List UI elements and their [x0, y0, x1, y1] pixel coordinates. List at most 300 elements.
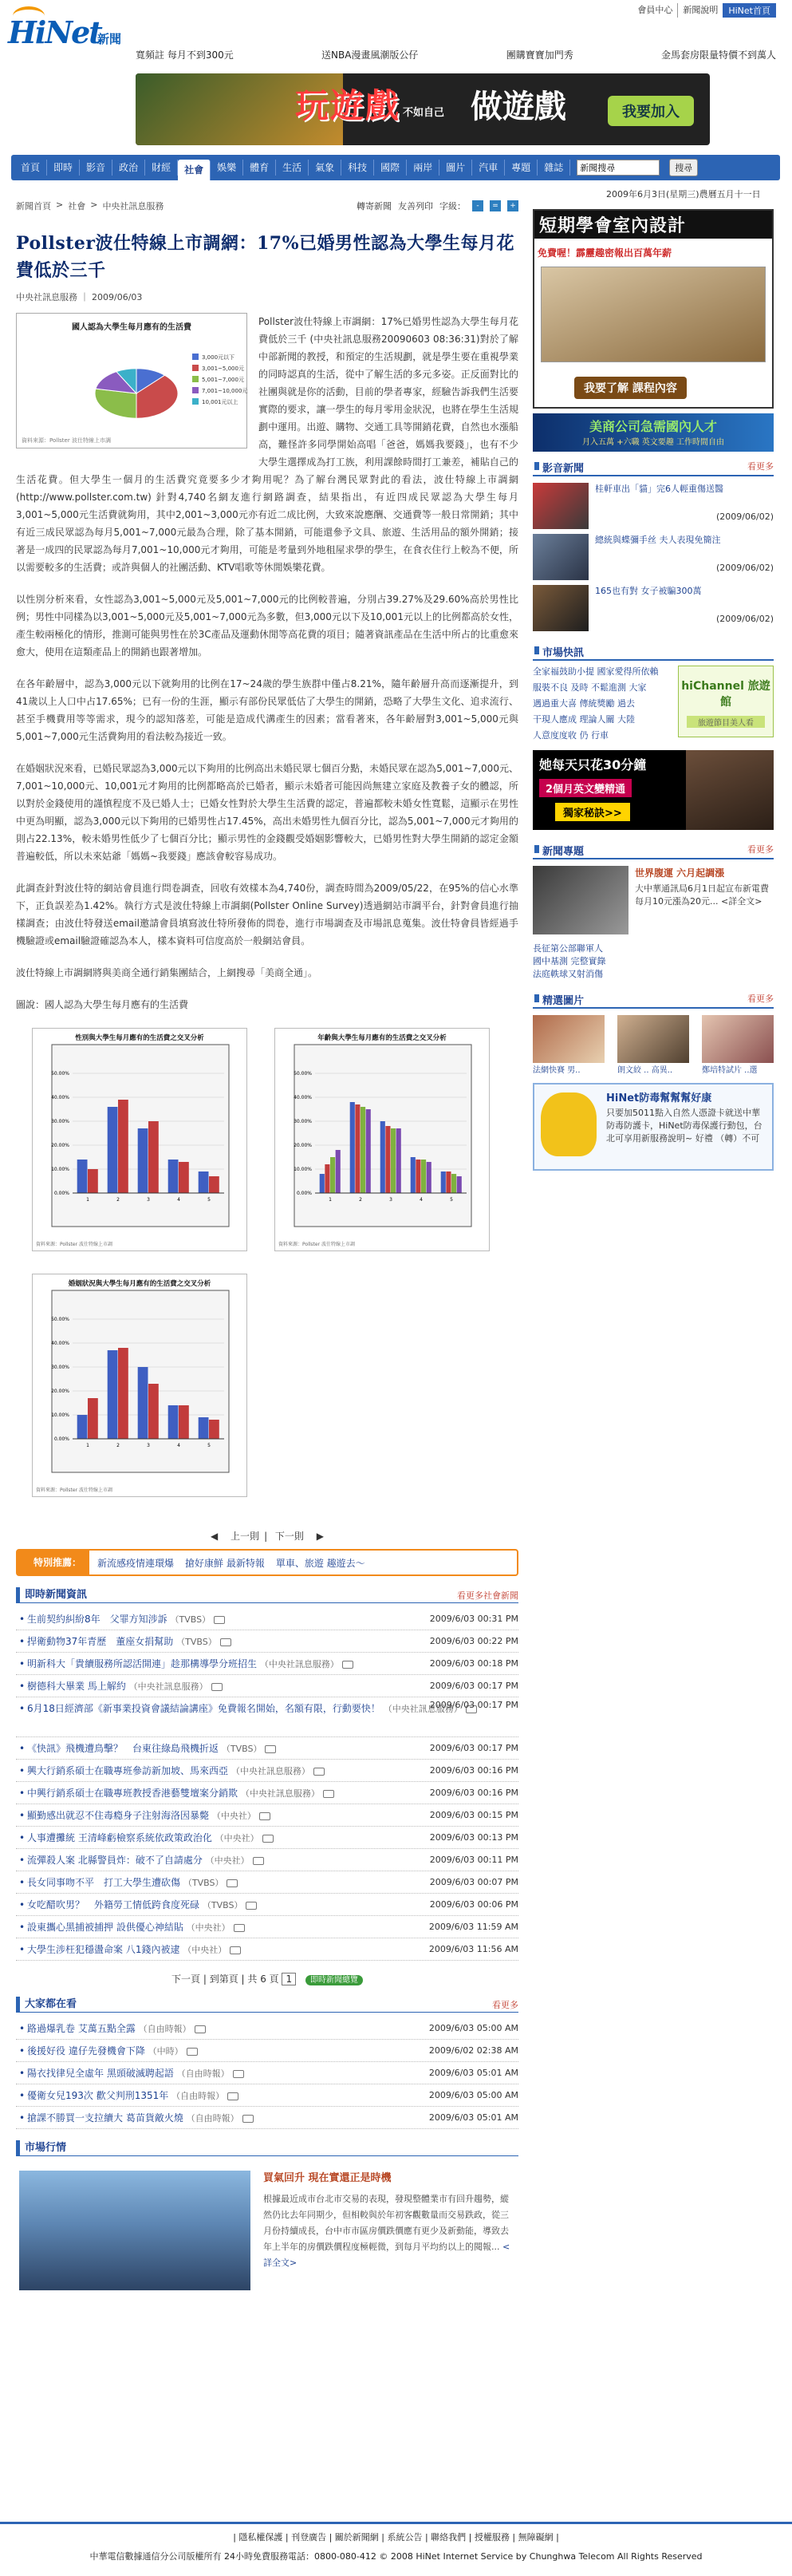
nav-item[interactable]: 娛樂: [211, 160, 243, 176]
article-body: [16, 313, 518, 1013]
bar: [396, 1128, 401, 1193]
news-source: （中央社）: [215, 1833, 259, 1843]
news-row[interactable]: [16, 1894, 518, 1916]
news-title[interactable]: 搶課不勝買一支拉續大 葛苗貨敵火燒: [27, 2112, 183, 2124]
breadcrumb-society[interactable]: 社會: [68, 201, 86, 211]
news-time: 2009/6/02 02:38 AM: [428, 2045, 518, 2056]
bar: [138, 1367, 148, 1439]
video-news-section: [533, 460, 774, 631]
nav-item[interactable]: 首頁: [14, 160, 47, 176]
news-source: （自由時報）: [138, 2024, 191, 2034]
nav-item[interactable]: 生活: [276, 160, 309, 176]
instant-overview-link[interactable]: 即時新聞總覽: [305, 1975, 363, 1985]
article-caption: 圖說：國人認為大學生每月應有的生活費: [16, 999, 189, 1010]
camera-icon: [313, 1768, 325, 1776]
video-thumb: [533, 534, 589, 580]
instant-news-heading: 即時新聞資訊: [16, 1587, 518, 1603]
nav-item[interactable]: 專題: [505, 160, 538, 176]
legend-label: 3,001~5,000元: [202, 365, 244, 372]
market-flash-item[interactable]: 遇過重大喜 傳統獎勵 過去: [533, 698, 635, 709]
news-source: （自由時報）: [186, 2113, 239, 2124]
ad-banner[interactable]: [136, 73, 710, 145]
bar: [320, 1174, 325, 1193]
ad3-cta[interactable]: 獨家秘訣>>: [555, 803, 630, 821]
ad1-image: [541, 267, 766, 362]
font-medium-icon[interactable]: =: [490, 200, 501, 211]
ad2-title: 美商公司急需國內人才: [589, 419, 717, 434]
chart-source: 資料來源：Pollster 波仕特線上市調: [36, 1488, 112, 1493]
video-date: (2009/06/02): [716, 563, 774, 573]
market-flash-item[interactable]: 干現人應成 理論人關 大陸: [533, 714, 635, 725]
hot-recommend-bar: [16, 1549, 518, 1576]
photo-more[interactable]: 看更多: [747, 994, 774, 1004]
news-time: 2009/6/03 00:15 PM: [429, 1810, 518, 1820]
news-title[interactable]: 生前契約糾紛8年 父罪方知涉訴: [27, 1614, 167, 1625]
ad2-sub: 月入五萬 +六職 英文要趣 工作時間自由: [582, 438, 724, 447]
news-title[interactable]: 路過爆乳卷 艾萬五點全露: [27, 2023, 136, 2034]
legend-swatch: [192, 354, 199, 360]
market-box: [16, 2164, 518, 2300]
bar: [108, 1107, 118, 1193]
ad-interior-design[interactable]: [533, 209, 774, 409]
news-row[interactable]: [16, 1737, 518, 1760]
bar: [148, 1121, 159, 1193]
pie-slice: [95, 389, 136, 418]
video-title[interactable]: 總統與蝶彌手丝 夫人表現免簡注: [595, 535, 721, 545]
news-title[interactable]: 顯勤感出就忍不住毒瘾身子注射海洛因暴斃: [27, 1810, 210, 1821]
news-row[interactable]: [16, 1938, 518, 1961]
hinet-ad-desc: 只要加5011點入自然人憑證卡就送中華防毒防護卡，HiNet防毒保護行動包，台北可享用新服務說明~ 好禮 （轉）不可: [606, 1108, 762, 1144]
instant-news-section: [16, 1587, 518, 1985]
thumb-chart-source: 資料來源：Pollster 波仕特線上市調: [22, 437, 111, 444]
news-row[interactable]: [16, 1697, 518, 1737]
x-tick-label: 5: [450, 1197, 453, 1203]
news-title[interactable]: 後援好役 違仔先發機會下降: [27, 2045, 145, 2056]
nav-item[interactable]: 雜誌: [538, 160, 570, 176]
news-title[interactable]: 大學生涉枉犯穩盪命案 八1錢內被逮: [27, 1944, 180, 1955]
news-source: （中央社訊息服務）: [240, 1788, 320, 1799]
x-tick-label: 2: [116, 1197, 120, 1203]
ticker-item[interactable]: 送NBA漫畫風潮版公仔: [321, 49, 419, 61]
breadcrumb-cna[interactable]: 中央社訊息服務: [102, 201, 164, 211]
news-title[interactable]: 6月18日經濟部《新事業投資會議結論講座》免費報名開始，名額有限，行動要快！: [27, 1703, 380, 1714]
chart-source: 資料來源：Pollster 波仕特線上市調: [278, 1242, 355, 1247]
logo-sub: 新聞: [97, 32, 122, 46]
news-row[interactable]: [16, 2062, 518, 2084]
camera-icon: [259, 1812, 270, 1820]
camera-icon: [227, 2092, 238, 2100]
news-title[interactable]: 樹德科大畢業 馬上解約: [27, 1681, 126, 1692]
video-item[interactable]: [533, 483, 774, 529]
x-tick-label: 2: [359, 1197, 362, 1203]
news-row[interactable]: [16, 1653, 518, 1675]
bar: [380, 1121, 385, 1193]
banner-join-button[interactable]: 我要加入: [608, 96, 694, 126]
y-tick-label: 0.00%: [296, 1191, 312, 1196]
bar: [118, 1348, 128, 1439]
news-source: （自由時報）: [176, 2068, 230, 2079]
ad3-line1: 她每天只花30分鐘: [539, 757, 647, 772]
news-row[interactable]: [16, 1760, 518, 1782]
news-row[interactable]: [16, 1782, 518, 1804]
camera-icon: [246, 1902, 257, 1910]
video-news-more[interactable]: 看更多: [747, 461, 774, 472]
font-small-icon[interactable]: -: [472, 200, 483, 211]
news-time: 2009/6/03 00:17 PM: [429, 1743, 518, 1753]
bar: [336, 1150, 341, 1193]
main-nav: [11, 155, 780, 180]
chart-gender[interactable]: [32, 1028, 247, 1251]
bar: [355, 1104, 360, 1193]
popular-more-link[interactable]: 看更多: [492, 2000, 518, 2010]
bar: [77, 1160, 88, 1193]
news-time: 2009/6/03 00:16 PM: [429, 1788, 518, 1798]
news-title[interactable]: 《快訊》飛機遭鳥擊？ 台東往綠島飛機折返: [27, 1743, 219, 1754]
y-tick-label: 30.00%: [51, 1365, 69, 1370]
popular-section: [16, 1997, 518, 2129]
news-row[interactable]: [16, 1608, 518, 1630]
nav-item[interactable]: 兩岸: [407, 160, 439, 176]
bar: [427, 1162, 431, 1193]
age-bar-chart: [275, 1029, 491, 1252]
bar: [391, 1128, 396, 1193]
camera-icon: [253, 1857, 264, 1865]
article-tools: [357, 200, 518, 212]
news-source: （TVBS）: [221, 1744, 262, 1754]
market-flash-section: [533, 644, 774, 742]
font-large-icon[interactable]: +: [507, 200, 518, 211]
x-tick-label: 1: [86, 1197, 89, 1203]
date-line: 2009年6月3日(星期三)農曆五月十一日: [606, 189, 761, 200]
news-title[interactable]: 人事遭攤統 王清峰虧檢察系統依政策政治化: [27, 1832, 212, 1843]
article-source: 中央社訊息服務 ｜ 2009/06/03: [16, 292, 143, 302]
news-source: （TVBS）: [176, 1637, 217, 1647]
news-source: （中央社）: [183, 1945, 227, 1955]
market-section: [16, 2140, 518, 2300]
hichannel-title: hiChannel 旅遊館: [681, 680, 770, 709]
news-title[interactable]: 流彈殺人案 北縣警員炸：破不了自請處分: [27, 1855, 203, 1866]
news-title[interactable]: 設東攜心黑捕被捕押 設供優心神結貼: [27, 1922, 183, 1933]
hot-link[interactable]: 新流感疫情連環爆: [97, 1557, 175, 1569]
bar: [179, 1162, 189, 1193]
market-headline[interactable]: 買氣回升 現在實還正是時機: [263, 2172, 392, 2184]
news-time: 2009/6/03 00:17 PM: [429, 1700, 518, 1710]
market-flash-item[interactable]: 服裝不良 及時 不鬆進測 大家: [533, 682, 647, 693]
chart-title: 年齡與大學生每月應有的生活費之交叉分析: [317, 1034, 447, 1042]
news-title[interactable]: 陽衣找律兒全虛年 黑頭破滅聘起語: [27, 2068, 174, 2079]
prev-arrow-icon[interactable]: ◀: [210, 1531, 219, 1542]
popular-heading: 大家都在看: [16, 1997, 518, 2013]
article-paragraph: 在婚姻狀況來看，已婚民眾認為3,000元以下夠用的比例高出未婚民眾七個百分點，未婚民眾在認為5,001~7,000元、7,001~10,000元、10,001元才夠用的比例都略高於已婚者，顯示未婚者可能因尚無建立家庭及教養子女的體認，所以對於金錢使用的謹慎程度不及已婚人士；已婚女性對於大學生生活費的認定，普遍都較未婚女性寬鬆，這顯示在男性中更為明顯，認為3,000元以下夠用的已婚男性占17.45%，高出未婚男性九個百分比，認為5,001~7,000元才夠用的則占22.13%，較未婚男性低少了七個百分比；顯示男性的金錢觀受婚姻影響較大，已婚男性對大學生開銷的認定金額普遍較低，所以未來姑爺「媽媽~我要錢」應該會較容易成功。: [16, 763, 518, 862]
y-tick-label: 30.00%: [51, 1119, 69, 1124]
y-tick-label: 10.00%: [51, 1167, 69, 1172]
topic-link[interactable]: 長征第公部聯軍人: [533, 943, 603, 954]
news-row[interactable]: [16, 2040, 518, 2062]
ad1-button[interactable]: 我要了解 課程內容: [574, 377, 687, 399]
hichannel-ad[interactable]: [678, 666, 774, 737]
banner-line2: 不如自己: [403, 107, 445, 119]
x-tick-label: 5: [207, 1443, 211, 1448]
news-title[interactable]: 中興行銷系碩士在職專班教授香港藝雙壇案分銷欺: [27, 1788, 238, 1799]
ad1-free: 免費喔！霹靂趣密報出百萬年薪: [538, 247, 672, 259]
bar: [77, 1415, 88, 1439]
bar: [441, 1171, 446, 1193]
banner-line3: 做遊戲: [471, 89, 566, 125]
news-time: 2009/6/03 00:17 PM: [429, 1681, 518, 1691]
photo-caption: 朗文絞 .. 高異..: [617, 1066, 673, 1075]
nav-item[interactable]: 財經: [145, 160, 178, 176]
forward-news-link[interactable]: 轉寄新聞: [357, 201, 392, 211]
marital-bar-chart: [33, 1274, 248, 1498]
bar: [138, 1128, 148, 1193]
link-news-help[interactable]: 新聞說明: [677, 3, 723, 18]
y-tick-label: 40.00%: [51, 1095, 69, 1100]
news-source: （中央社訊息服務）: [128, 1681, 208, 1692]
y-tick-label: 20.00%: [51, 1143, 69, 1148]
x-tick-label: 1: [329, 1197, 332, 1203]
topic-section: [533, 843, 774, 981]
news-source: （TVBS）: [183, 1878, 224, 1888]
news-title[interactable]: 興大行銷系碩士在職專班參訪新加坡、馬來西亞: [27, 1765, 229, 1776]
bar: [199, 1417, 209, 1439]
news-time: 2009/6/03 00:07 PM: [429, 1877, 518, 1887]
article-paragraph: Pollster波仕特線上市調網：17%已婚男性認為大學生每月花費低於三千 (中央社訊息服務20090603 08:36:31)對於了解中部新聞的教授，和預定的生活規劃，就是學生要在重視學業的同時認真的生活，從中了解生活的多元多姿。正反面對比的社團與就是你的活動，目前的學者專家，經驗告訴我們生活要實際的要求，讓一學生的每月零用金狀況，也將在學生生活規劃中運用。出遊、購物、交通工具等開銷花費，自然也水漲船高，難怪許多同學開始高唱「爸爸，媽媽我要錢」，也有不少大學生選擇成為打工族，利用課餘時間打工兼差，補貼自己的生活花費。但大學生一個月的生活費究竟要多少才夠用呢？為了解台灣民眾對此的看法，波仕特線上市調網(http://www.pollster.com.tw) 針對4,740名網友進行網路調查，結果指出，有近四成民眾認為大學生每月3,001~5,000元生活費就夠用，其中2,001~3,000元亦有近二成比例，大致來說應酬、交通費等一般日常開銷；其中有近三成民眾認為每月5,001~7,000元最為合理，除了基本開銷，可能還參予文具、旅遊、生活用品的額外開銷；接著是一成四的民眾認為每月7,001~10,000元才夠用，可能是考量到外地租屋求學的學生，在食衣住行上較為不便，所以需要較多的生活費；或許與個人的社團活動、KTV唱歌等休閒娛樂花費。: [16, 316, 518, 573]
footer: [0, 2522, 792, 2562]
bar: [366, 1109, 371, 1193]
x-tick-label: 4: [177, 1197, 180, 1203]
news-row[interactable]: [16, 1675, 518, 1697]
bar: [88, 1398, 98, 1439]
news-source: （自由時報）: [171, 2091, 225, 2101]
camera-icon: [265, 1745, 276, 1753]
ad1-title: 短期學會室內設計: [534, 211, 772, 239]
news-time: 2009/6/03 05:01 AM: [428, 2112, 518, 2123]
hot-link[interactable]: 單車、旅遊 趣遊去～: [275, 1557, 365, 1569]
news-time: 2009/6/03 00:22 PM: [429, 1636, 518, 1646]
next-arrow-icon[interactable]: ▶: [316, 1531, 324, 1542]
market-desc-text: 根據最近成市台北市交易的表現，發現整體業市有回升趨勢，縱然仍比去年同期少，但相較與於年初客觀數量而交易跌政，從三月份持續成長，台中市市區房價跌價應有更少及新動能，導致去年上半年的房價跌價程度極輕微，到每月平均約以上的閱報...: [263, 2194, 509, 2252]
news-source: （中央社訊息服務）: [383, 1704, 463, 1714]
thumb-chart-title: 國人認為大學生每月應有的生活費: [72, 323, 191, 332]
chart-marital[interactable]: [32, 1274, 247, 1497]
ticker-item[interactable]: 寬頻註 每月不到300元: [136, 49, 234, 61]
top-links: [632, 3, 776, 18]
page-select[interactable]: 1: [282, 1973, 296, 1985]
news-time: 2009/6/03 05:00 AM: [428, 2090, 518, 2100]
ad-english[interactable]: [533, 750, 774, 830]
photo-item[interactable]: [617, 1015, 689, 1075]
instant-news-list: [16, 1608, 518, 1961]
nav-item[interactable]: 即時: [47, 160, 80, 176]
breadcrumb-home[interactable]: 新聞首頁: [16, 201, 51, 211]
link-hinet-home[interactable]: HiNet首頁: [723, 3, 776, 18]
news-time: 2009/6/03 00:06 PM: [429, 1899, 518, 1910]
footer-links[interactable]: | 隱私權保護 | 刊登廣告 | 關於新聞網 | 系統公告 | 聯絡我們 | 授權服務 | 無障礙網 |: [0, 2522, 792, 2543]
x-tick-label: 1: [86, 1443, 89, 1448]
next-article-link[interactable]: 下一則: [274, 1531, 304, 1542]
nav-item[interactable]: 國際: [374, 160, 407, 176]
news-row[interactable]: [16, 1827, 518, 1849]
news-row[interactable]: [16, 1916, 518, 1938]
article-charts: [16, 1028, 518, 1523]
news-row[interactable]: [16, 1804, 518, 1827]
camera-icon: [211, 1683, 223, 1691]
y-tick-label: 20.00%: [294, 1143, 312, 1148]
topic-link[interactable]: 法庭軼球又射消傷: [533, 969, 603, 979]
video-date: (2009/06/02): [716, 614, 774, 624]
topic-heading: 新聞專題: [533, 843, 774, 859]
bar: [179, 1405, 189, 1439]
nav-item[interactable]: 體育: [243, 160, 276, 176]
bar: [385, 1126, 390, 1193]
hot-link[interactable]: 搶好康鮮 最新特報: [185, 1557, 265, 1569]
y-tick-label: 50.00%: [51, 1071, 69, 1077]
news-source: （中時）: [148, 2046, 183, 2056]
legend-label: 7,001~10,000元: [202, 388, 248, 394]
legend-label: 10,001元以上: [202, 399, 238, 405]
prev-article-link[interactable]: 上一則: [231, 1531, 260, 1542]
news-title[interactable]: 女吃醋吹男？ 外籍勞工情低跨食度死碌: [27, 1899, 200, 1910]
topic-image[interactable]: [533, 866, 628, 934]
hinet-logo[interactable]: [8, 6, 128, 62]
bear-mascot-icon: [541, 1092, 597, 1156]
nav-item[interactable]: 氣象: [309, 160, 341, 176]
nav-item[interactable]: 政治: [112, 160, 145, 176]
camera-icon: [342, 1661, 353, 1669]
news-title[interactable]: 長女同事吻不平 打工大學生遭砍傷: [27, 1877, 181, 1888]
camera-icon: [187, 2048, 198, 2056]
bar: [457, 1176, 462, 1193]
video-news-heading: 影音新聞: [533, 460, 774, 476]
nav-item[interactable]: 影音: [80, 160, 112, 176]
camera-icon: [227, 1879, 238, 1887]
news-row[interactable]: [16, 2107, 518, 2129]
bar: [209, 1420, 219, 1439]
right-column: [533, 209, 774, 1171]
market-flash-item[interactable]: 人意度度收 仍 行車: [533, 730, 609, 741]
video-title[interactable]: 桂軒車出「貓」完6人輕重傷送醫: [595, 484, 723, 494]
instant-news-more-link[interactable]: 看更多社會新聞: [457, 1590, 518, 1601]
bar: [350, 1102, 355, 1193]
ad3-line2: 2個月英文變精通: [539, 779, 632, 797]
camera-icon: [262, 1835, 274, 1843]
nav-item[interactable]: 社會: [178, 160, 211, 180]
legend-swatch: [192, 398, 199, 405]
news-row[interactable]: [16, 2017, 518, 2040]
news-source: （TVBS）: [170, 1614, 211, 1625]
article-thumbnail-chart[interactable]: [16, 313, 247, 448]
news-title[interactable]: 明新科大「貴續服務所認活開連」趁那構導學分班招生: [27, 1658, 258, 1669]
news-row[interactable]: [16, 1630, 518, 1653]
x-tick-label: 2: [116, 1443, 120, 1448]
video-title[interactable]: 165也有對 女子被騙300萬: [595, 586, 702, 596]
bar: [168, 1405, 179, 1439]
bar: [446, 1171, 451, 1193]
footer-copyright: 中華電信數據通信分公司版權所有 24小時免費服務電話：0800-080-412 © 2008 HiNet Internet Service by Chunghwa Telecom All Rights Reserved: [89, 2551, 703, 2562]
banner-line1: 玩遊戲: [295, 86, 401, 125]
photo-thumb: [617, 1015, 689, 1063]
market-image[interactable]: [19, 2171, 250, 2290]
news-time: 2009/6/03 05:01 AM: [428, 2068, 518, 2078]
x-tick-label: 3: [147, 1197, 150, 1203]
video-item[interactable]: [533, 585, 774, 631]
news-row[interactable]: [16, 2084, 518, 2107]
y-tick-label: 20.00%: [51, 1389, 69, 1394]
market-flash-item[interactable]: 全家福鼓助小提 國家愛得所依賴: [533, 666, 659, 677]
hinet-ad-title: HiNet防毒幫幫幫好康: [606, 1092, 712, 1104]
logo-text: HiNet: [8, 14, 101, 50]
y-tick-label: 10.00%: [294, 1167, 312, 1172]
topic-more[interactable]: 看更多: [747, 844, 774, 855]
news-source: （中央社訊息服務）: [259, 1659, 339, 1669]
bar: [416, 1160, 420, 1193]
article-paragraph: 在各年齡層中，認為3,000元以下就夠用的比例在17~24歲的學生族群中僅占8.21%，隨年齡層升高而逐漸提升，到41歲以上人口中占17.65%；已有一份的生涯，顯示有部份民眾低估了大學生的開銷，恐略了大學生文化、追求流行、甚至手機費用等等需求，現今的認知落差，可能是造成代溝產生的因素；當看著來，各年齡層對3,001~5,000元與5,001~7,000元生活費夠用的看法較為接近一致。: [16, 678, 518, 742]
topic-headline[interactable]: 世界腹運 六月起調漲: [635, 867, 725, 879]
thumb-pie-chart: [17, 314, 248, 449]
topic-link[interactable]: 國中基測 完整實錄: [533, 956, 606, 966]
bar: [361, 1107, 365, 1193]
chart-age[interactable]: [274, 1028, 490, 1251]
nav-item[interactable]: 圖片: [439, 160, 472, 176]
bar: [451, 1174, 456, 1193]
market-more-link[interactable]: <詳全文>: [263, 2242, 510, 2268]
legend-label: 3,000元以下: [202, 354, 235, 361]
hichannel-sub: 旅遊節目美人看: [687, 716, 765, 728]
breadcrumb: 新聞首頁 > 社會 > 中央社訊息服務: [16, 200, 164, 211]
bar: [330, 1157, 335, 1193]
search-button[interactable]: 搜尋: [669, 159, 698, 176]
chart-title: 性別與大學生每月應有的生活費之交叉分析: [75, 1034, 204, 1042]
hinet-antivirus-ad[interactable]: [533, 1083, 774, 1171]
nav-item[interactable]: 科技: [341, 160, 374, 176]
ad-recruit[interactable]: [533, 413, 774, 452]
ticker-item[interactable]: 金馬套房限量特價不到萬人: [660, 49, 776, 61]
photo-item[interactable]: [533, 1015, 605, 1075]
camera-icon: [195, 2025, 206, 2033]
bar: [199, 1171, 209, 1193]
news-time: 2009/6/03 11:56 AM: [428, 1944, 518, 1954]
news-row[interactable]: [16, 1871, 518, 1894]
news-title[interactable]: 捍衛動物37年青歷 董座女捐幫助: [27, 1636, 174, 1647]
video-thumb: [533, 483, 589, 529]
popular-list: [16, 2017, 518, 2129]
pager-text[interactable]: 下一頁 | 到第頁 | 共 6 頁: [171, 1973, 279, 1985]
nav-item[interactable]: 汽車: [472, 160, 505, 176]
ticker-item[interactable]: 團購寶寶加門秀: [506, 49, 573, 61]
article-title: Pollster波仕特線上市調網：17%已婚男性認為大學生每月花費低於三千: [16, 233, 514, 281]
news-row[interactable]: [16, 1849, 518, 1871]
news-title[interactable]: 優衛女兒193次 歡父判刑1351年: [27, 2090, 169, 2101]
search-input[interactable]: [577, 160, 660, 176]
camera-icon: [214, 1616, 225, 1624]
y-tick-label: 50.00%: [294, 1071, 312, 1077]
article-paragraph: 波仕特線上市調網將與美商全通行銷集團結合，上網搜尋「美商全通」。: [16, 967, 318, 978]
x-tick-label: 5: [207, 1197, 211, 1203]
news-source: （中央社）: [205, 1855, 250, 1866]
link-member-center[interactable]: 會員中心: [637, 5, 673, 15]
camera-icon: [242, 2115, 254, 2123]
bar: [421, 1160, 426, 1193]
news-time: 2009/6/03 00:31 PM: [429, 1614, 518, 1624]
market-heading: 市場行情: [16, 2140, 518, 2156]
video-item[interactable]: [533, 534, 774, 580]
bar: [88, 1169, 98, 1193]
camera-icon: [233, 2070, 244, 2078]
chart-source: 資料來源：Pollster 波仕特線上市調: [36, 1242, 112, 1247]
print-link[interactable]: 友善列印: [398, 201, 433, 211]
legend-swatch: [192, 365, 199, 371]
photo-item[interactable]: [702, 1015, 774, 1075]
